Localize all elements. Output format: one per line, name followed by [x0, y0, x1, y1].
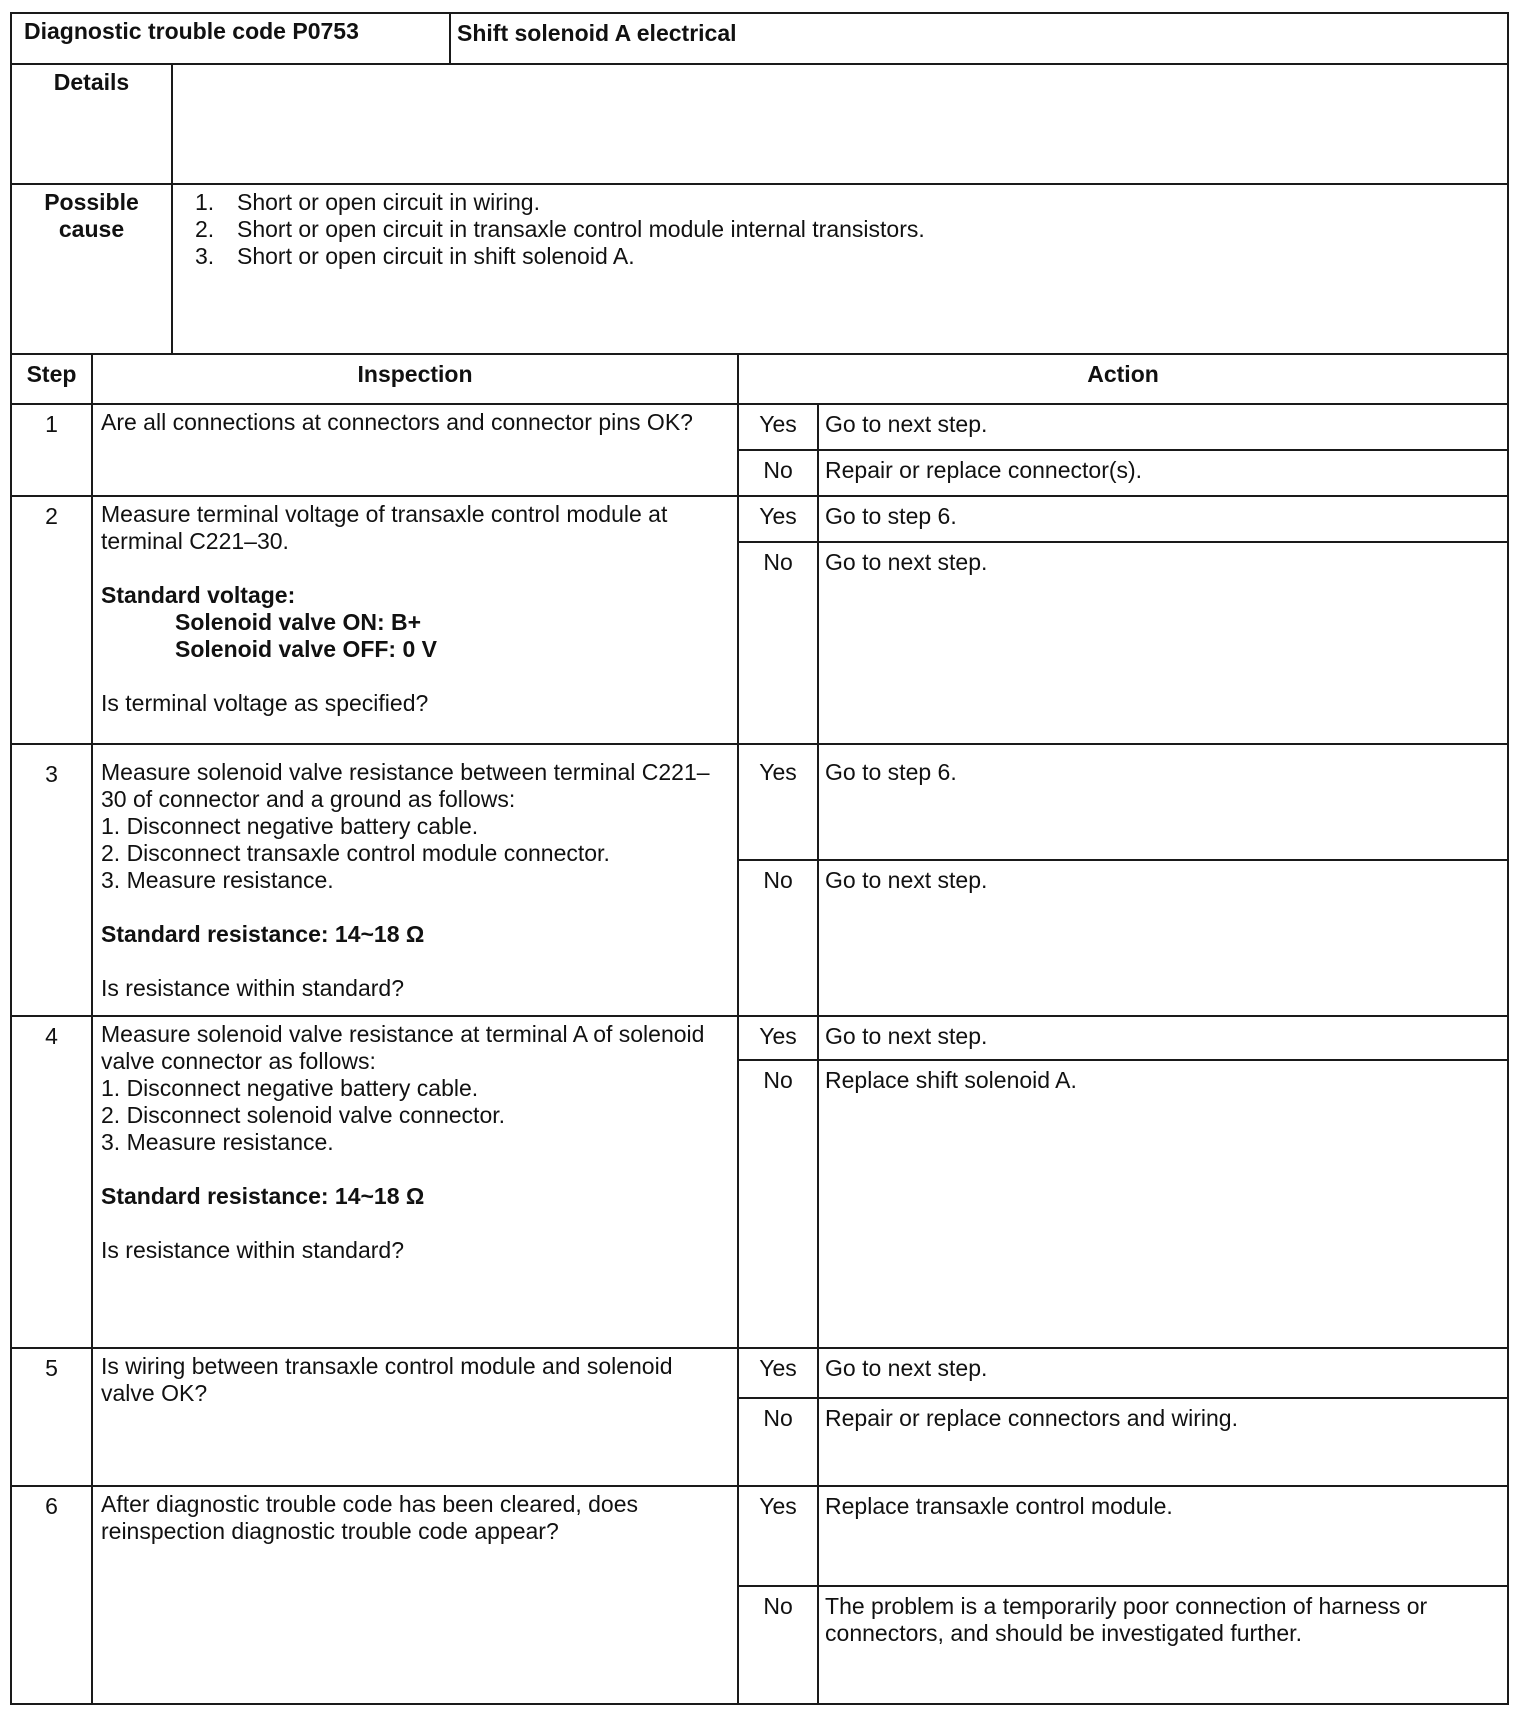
list-item-number: 1.: [195, 189, 215, 215]
list-item-text: Short or open circuit in shift solenoid A.: [237, 243, 635, 269]
list-item: [195, 189, 1507, 216]
spec-title: Standard resistance: 14~18 Ω: [101, 921, 425, 947]
no-label: No: [738, 450, 818, 496]
diagnostic-sheet: [10, 12, 1507, 1705]
no-action: Repair or replace connectors and wiring.: [818, 1398, 1508, 1486]
dtc-code: Diagnostic trouble code P0753: [11, 13, 450, 64]
yes-action: Replace transaxle control module.: [818, 1486, 1508, 1586]
inspection-text: 3. Measure resistance.: [101, 1129, 334, 1155]
yes-label: Yes: [738, 404, 818, 450]
step-number: 1: [11, 404, 92, 496]
yes-label: Yes: [738, 744, 818, 860]
no-label: No: [738, 1060, 818, 1348]
yes-action: Go to next step.: [818, 1348, 1508, 1398]
action-column-header: Action: [738, 354, 1508, 404]
list-item: [195, 216, 1507, 243]
column-header-row: [11, 354, 1508, 404]
yes-label: Yes: [738, 1016, 818, 1060]
possible-cause-body: [172, 184, 1508, 354]
step-column-header: Step: [11, 354, 92, 404]
inspection-question: Is resistance within standard?: [101, 1237, 404, 1263]
yes-action: Go to step 6.: [818, 496, 1508, 542]
possible-cause-label: [11, 184, 172, 354]
inspection-text: 2. Disconnect solenoid valve connector.: [101, 1102, 506, 1128]
yes-label: Yes: [738, 1348, 818, 1398]
step-row: [11, 496, 1508, 542]
details-row: [11, 64, 1508, 184]
possible-cause-list: [173, 185, 1507, 270]
inspection-text: 3. Measure resistance.: [101, 867, 334, 893]
inspection-text: Is wiring between transaxle control module and solenoid valve OK?: [101, 1353, 673, 1406]
no-label: No: [738, 1398, 818, 1486]
yes-action: Go to next step.: [818, 404, 1508, 450]
spec-title: Standard resistance: 14~18 Ω: [101, 1183, 425, 1209]
step-inspection: [92, 404, 738, 496]
inspection-text: After diagnostic trouble code has been cleared, does reinspection diagnostic trouble code appear?: [101, 1491, 639, 1544]
step-inspection: [92, 744, 738, 1016]
no-label: No: [738, 860, 818, 1016]
step-row: [11, 1348, 1508, 1398]
step-inspection: [92, 1486, 738, 1704]
list-item: [195, 243, 1507, 270]
no-action: Go to next step.: [818, 860, 1508, 1016]
possible-cause-row: [11, 184, 1508, 354]
list-item-text: Short or open circuit in wiring.: [237, 189, 540, 215]
step-inspection: [92, 496, 738, 744]
inspection-text: 1. Disconnect negative battery cable.: [101, 813, 479, 839]
inspection-question: Is terminal voltage as specified?: [101, 690, 429, 716]
step-inspection: [92, 1348, 738, 1486]
step-number: 5: [11, 1348, 92, 1486]
spec-title: Standard voltage:: [101, 582, 296, 608]
yes-label: Yes: [738, 496, 818, 542]
inspection-text: Measure solenoid valve resistance at terminal A of solenoid valve connector as follows:: [101, 1021, 705, 1074]
yes-label: Yes: [738, 1486, 818, 1586]
step-row: [11, 744, 1508, 860]
possible-cause-label-line1: Possible: [44, 189, 139, 215]
inspection-text: 2. Disconnect transaxle control module connector.: [101, 840, 610, 866]
header-row: [11, 13, 1508, 64]
no-action: Repair or replace connector(s).: [818, 450, 1508, 496]
list-item-number: 2.: [195, 216, 215, 242]
no-action: Go to next step.: [818, 542, 1508, 744]
no-action: The problem is a temporarily poor connection of harness or connectors, and should be investigated further.: [818, 1586, 1508, 1704]
spec-line: Solenoid valve OFF: 0 V: [175, 636, 438, 662]
inspection-text: Measure terminal voltage of transaxle control module at terminal C221–30.: [101, 501, 668, 554]
step-row: [11, 404, 1508, 450]
step-row: [11, 1486, 1508, 1586]
yes-action: Go to next step.: [818, 1016, 1508, 1060]
no-action: Replace shift solenoid A.: [818, 1060, 1508, 1348]
details-label: Details: [11, 64, 172, 184]
details-body: [172, 64, 1508, 184]
inspection-column-header: Inspection: [92, 354, 738, 404]
no-label: No: [738, 1586, 818, 1704]
inspection-text: Are all connections at connectors and connector pins OK?: [101, 409, 693, 435]
list-item-number: 3.: [195, 243, 215, 269]
step-number: 2: [11, 496, 92, 744]
step-number: 6: [11, 1486, 92, 1704]
step-inspection: [92, 1016, 738, 1348]
step-row: [11, 1016, 1508, 1060]
inspection-text: 1. Disconnect negative battery cable.: [101, 1075, 479, 1101]
step-number: 3: [11, 744, 92, 1016]
spec-line: Solenoid valve ON: B+: [175, 609, 422, 635]
diagnostic-table: [10, 12, 1509, 1705]
inspection-question: Is resistance within standard?: [101, 975, 404, 1001]
dtc-title: Shift solenoid A electrical: [450, 13, 1508, 64]
step-number: 4: [11, 1016, 92, 1348]
yes-action: Go to step 6.: [818, 744, 1508, 860]
inspection-text: Measure solenoid valve resistance between terminal C221–30 of connector and a ground as follows:: [101, 759, 710, 812]
possible-cause-label-line2: cause: [58, 216, 125, 242]
list-item-text: Short or open circuit in transaxle control module internal transistors.: [237, 216, 925, 242]
no-label: No: [738, 542, 818, 744]
